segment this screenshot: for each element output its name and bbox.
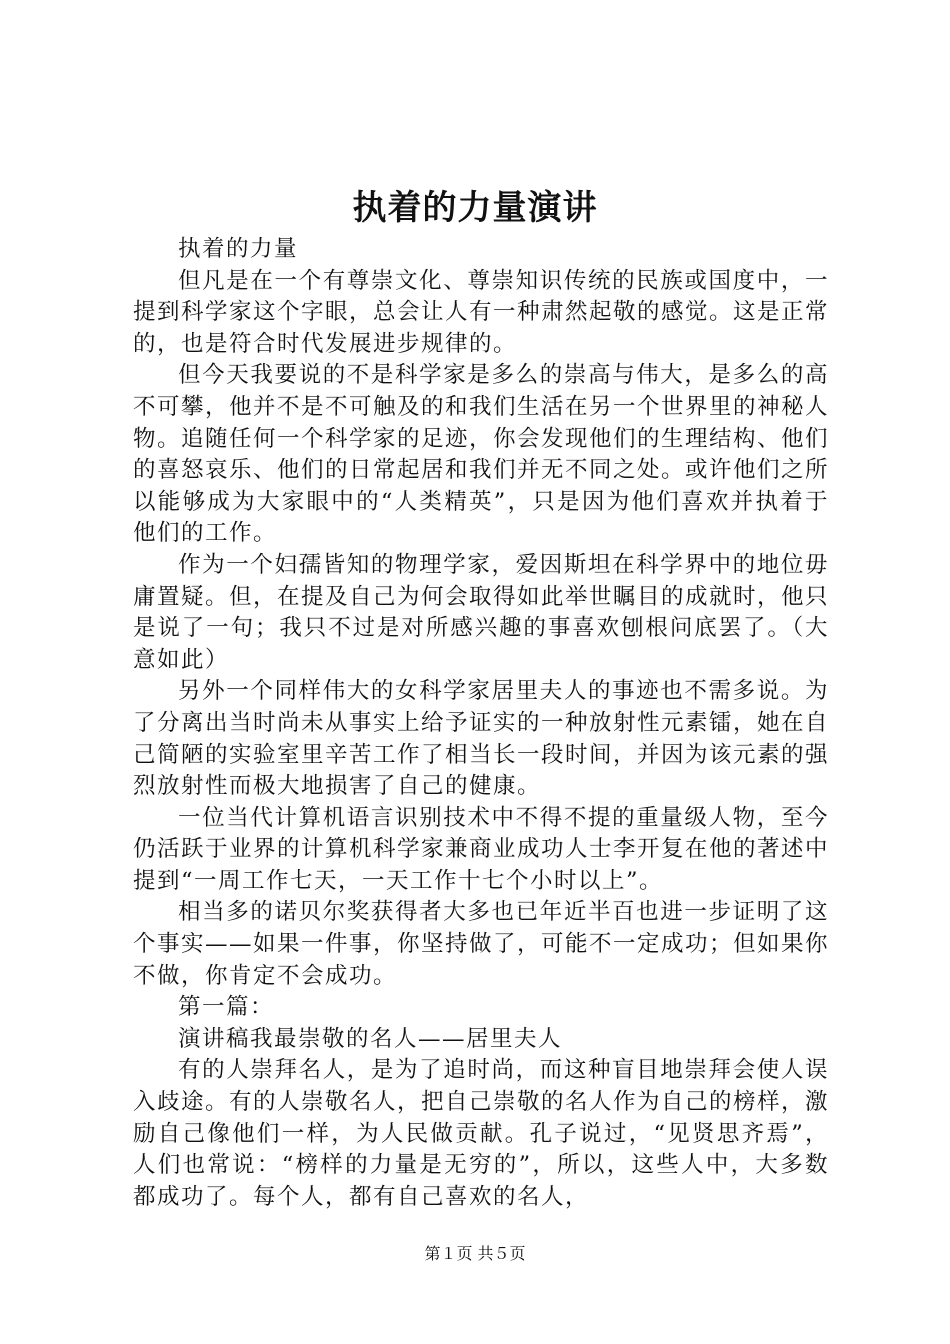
document-body	[133, 234, 829, 1213]
paragraph: 另外一个同样伟大的女科学家居里夫人的事迹也不需多说。为了分离出当时尚未从事实上给予证实的一种放射性元素镭，她在自己简陋的实验室里辛苦工作了相当长一段时间，并因为该元素的强烈放射性而极大地损害了自己的健康。	[133, 678, 830, 800]
paragraph: 但今天我要说的不是科学家是多么的崇高与伟大，是多么的高不可攀，他并不是不可触及的和我们生活在另一个世界里的神秘人物。追随任何一个科学家的足迹，你会发现他们的生理结构、他们的喜怒哀乐、他们的日常起居和我们并无不同之处。或许他们之所以能够成为大家眼中的“人类精英”，只是因为他们喜欢并执着于他们的工作。	[133, 362, 830, 547]
paragraph-subtitle: 执着的力量	[178, 236, 299, 262]
document-title: 执着的力量演讲	[352, 188, 598, 228]
paragraph: 有的人崇拜名人，是为了追时尚，而这种盲目地崇拜会使人误入歧途。有的人崇敬名人，把自己崇敬的名人作为自己的榜样，激励自己像他们一样，为人民做贡献。孔子说过，“见贤思齐焉”，人们也常说：“榜样的力量是无穷的”，所以，这些人中，大多数都成功了。每个人，都有自己喜欢的名人，	[133, 1057, 830, 1210]
section-subheading: 演讲稿我最崇敬的名人——居里夫人	[178, 1025, 563, 1052]
paragraph: 但凡是在一个有尊崇文化、尊崇知识传统的民族或国度中，一提到科学家这个字眼，总会让人有一种肃然起敬的感觉。这是正常的，也是符合时代发展进步规律的。	[133, 267, 830, 357]
paragraph: 相当多的诺贝尔奖获得者大多也已年近半百也进一步证明了这个事实——如果一件事，你坚持做了，可能不一定成功；但如果你不做，你肯定不会成功。	[133, 899, 830, 989]
page-number-footer: 第１页 共５页	[424, 1244, 526, 1263]
paragraph: 作为一个妇孺皆知的物理学家，爱因斯坦在科学界中的地位毋庸置疑。但，在提及自己为何会取得如此举世瞩目的成就时，他只是说了一句；我只不过是对所感兴趣的事喜欢刨根问底罢了。（大意如此）	[133, 551, 830, 673]
paragraph: 一位当代计算机语言识别技术中不得不提的重量级人物，至今仍活跃于业界的计算机科学家兼商业成功人士李开复在他的著述中提到“一周工作七天，一天工作十七个小时以上”。	[133, 804, 830, 894]
section-heading: 第一篇：	[178, 994, 275, 1021]
